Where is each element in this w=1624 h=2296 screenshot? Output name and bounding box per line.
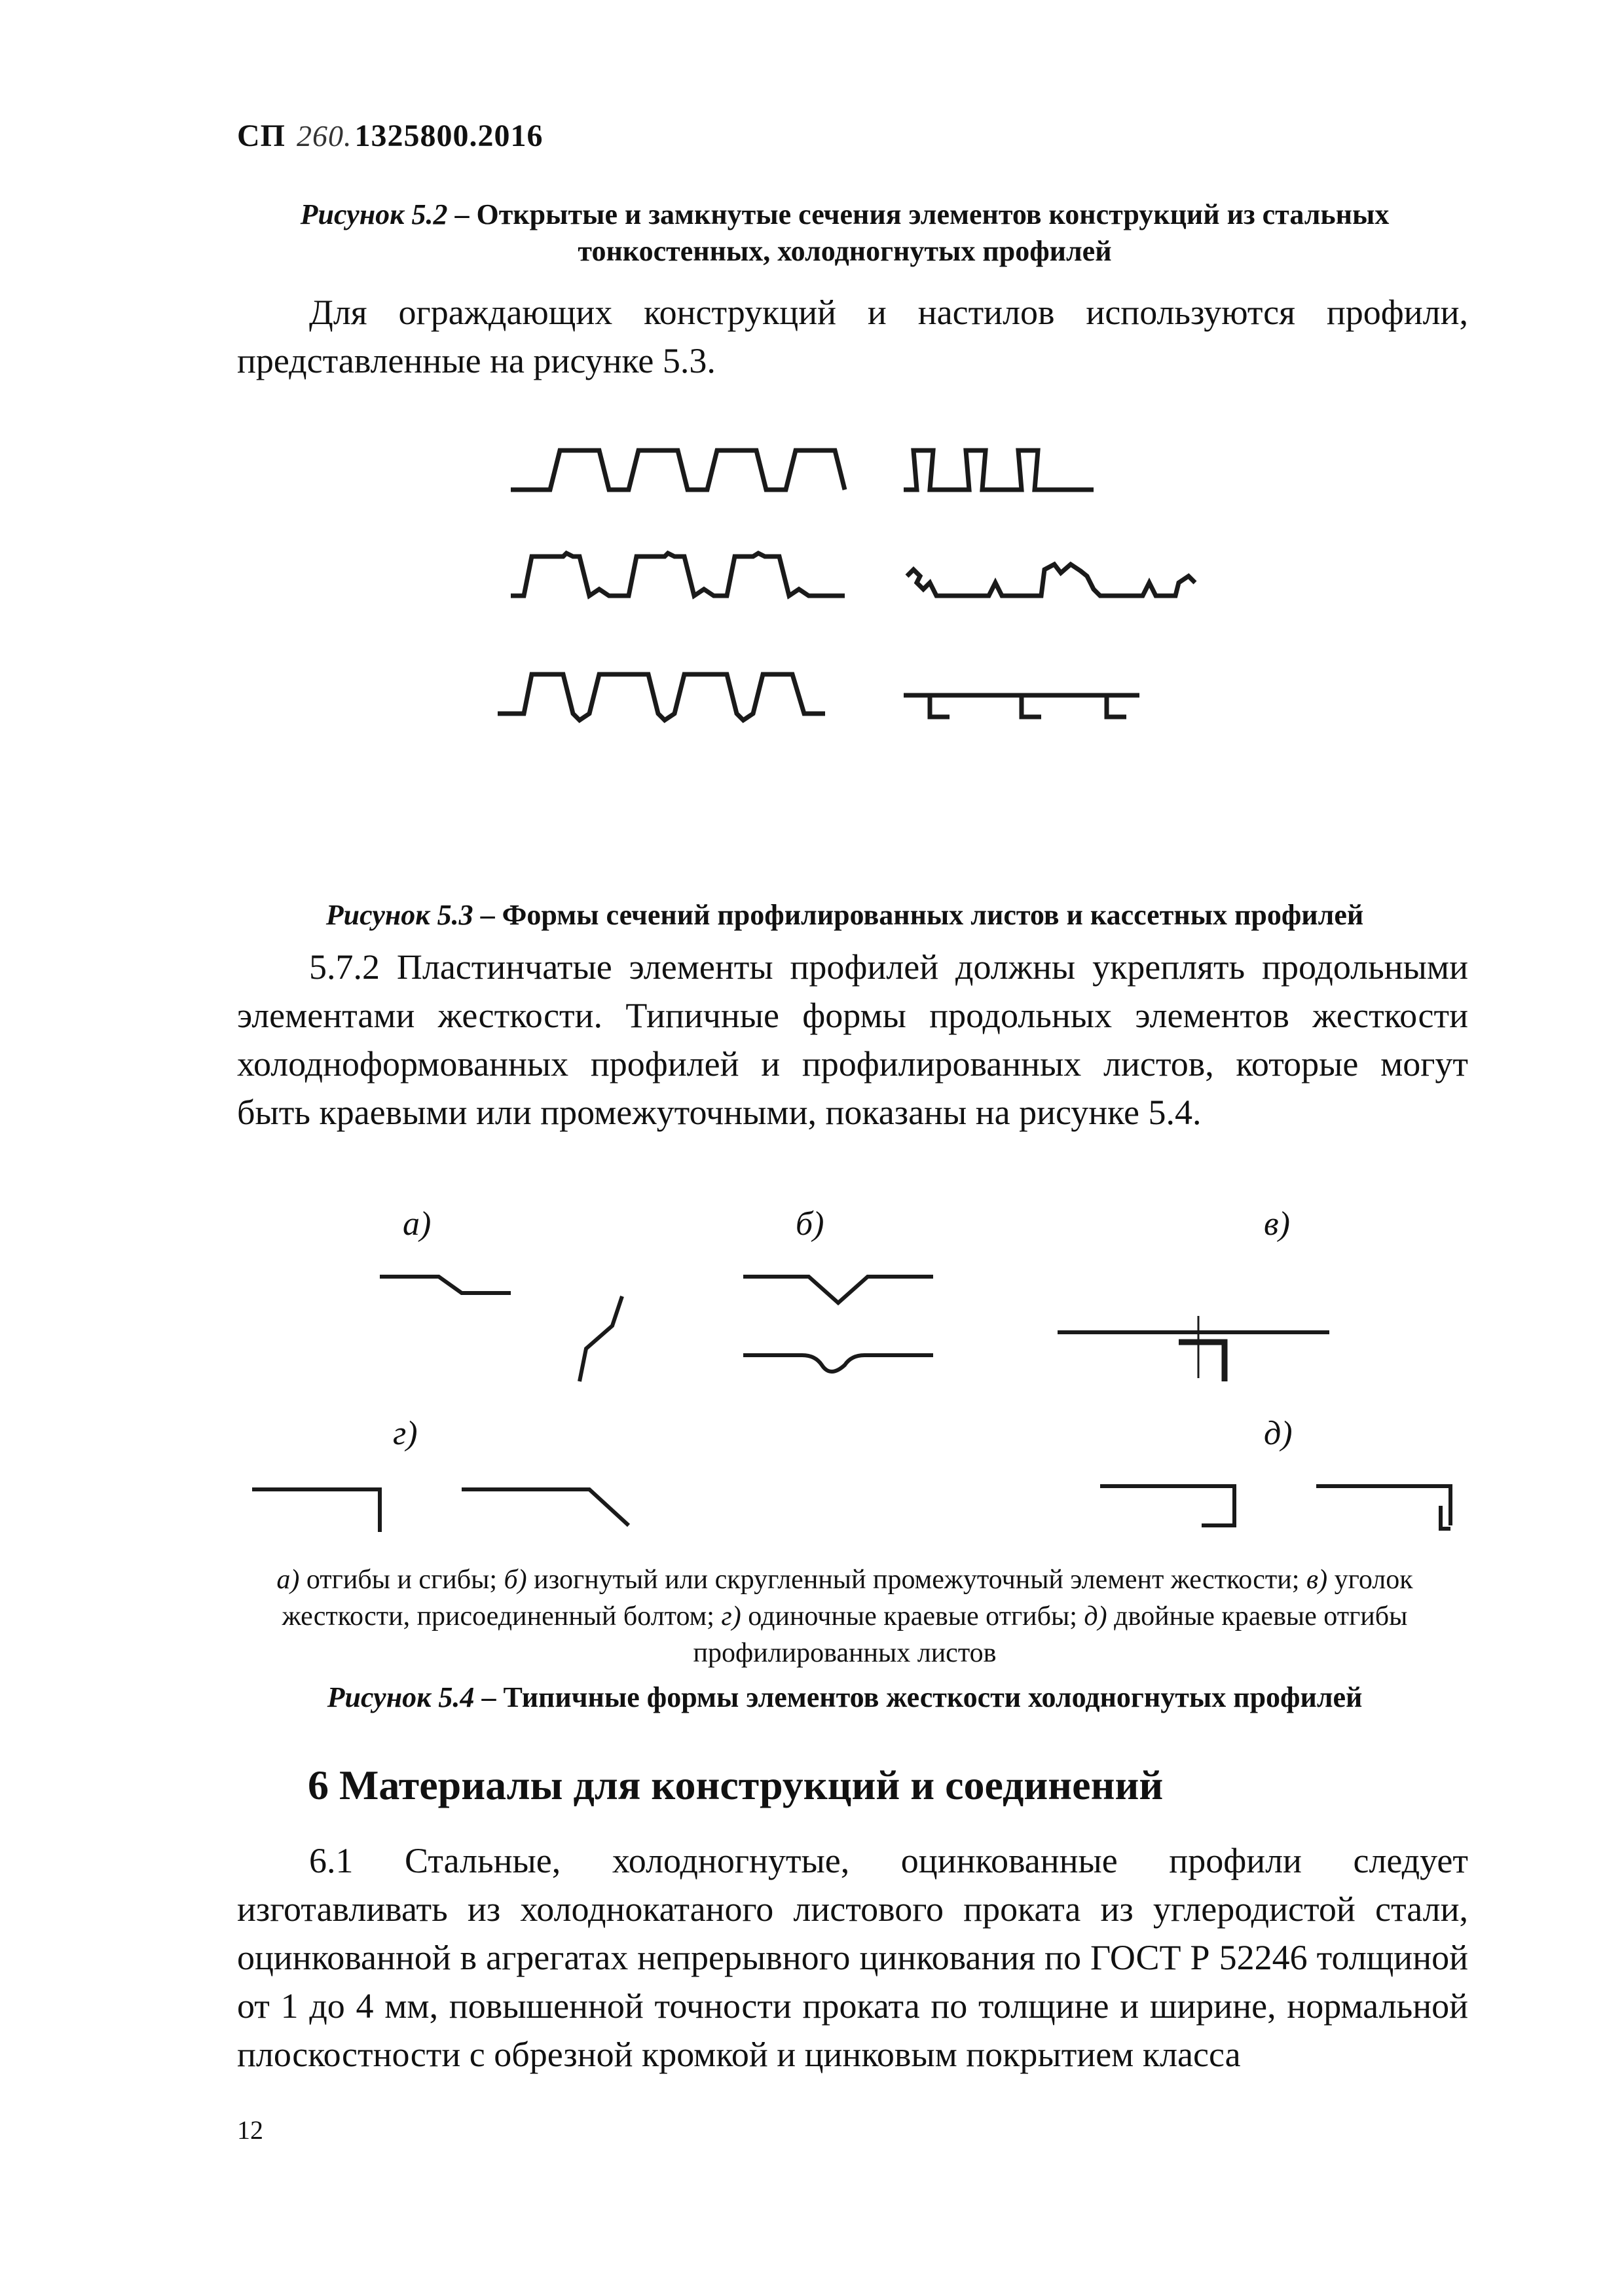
paragraph-6-1: 6.1 Стальные, холодногнутые, оцинкованные профили следует изготавливать из холоднокатаного листового проката из углеродистой стали, оцинкованной в агрегатах непрерывного цинкования по ГОСТ Р 52246 толщиной от 1 до 4 мм, повышенной точности проката по толщине и ширине, нормальной плоскостности с обрезной кромкой и цинковым покрытием класса: [237, 1841, 1468, 2074]
intermediate-stiffener-b2: [743, 1355, 933, 1372]
legend-b-label: б): [504, 1565, 527, 1595]
bend-stiffener-a1: [380, 1277, 511, 1293]
intermediate-stiffener-b1: [743, 1277, 933, 1303]
figure-5-2-label: Рисунок 5.2: [300, 198, 448, 230]
legend-g-label: г): [721, 1601, 741, 1631]
bolted-angle-leg: [1179, 1342, 1225, 1381]
header-number: 1325800: [354, 118, 470, 153]
figure-5-4-label-b: б): [796, 1205, 824, 1243]
figure-5-3-label: Рисунок 5.3: [325, 899, 473, 931]
figure-5-4-text: – Типичные формы элементов жесткости холодногнутых профилей: [474, 1681, 1363, 1713]
page-number: 12: [237, 2115, 263, 2145]
header-handwritten-number: 260.: [297, 119, 352, 153]
paragraph-5-7-2: 5.7.2 Пластинчатые элементы профилей должны укреплять продольными элементами жесткости. Типичные формы продольных элементов жесткости холодноформованных профилей и профилированных листов, которые могут быть краевыми или промежуточными, показаны на рисунке 5.4.: [237, 947, 1468, 1132]
section-6-heading: 6 Материалы для конструкций и соединений: [308, 1762, 1164, 1808]
figure-5-4-legend: [223, 1561, 1467, 1671]
legend-g-text: одиночные краевые отгибы;: [741, 1601, 1084, 1631]
bend-stiffener-a2: [580, 1296, 622, 1381]
figure-5-4-label-d: д): [1264, 1415, 1293, 1452]
double-edge-stiffener-d1: [1100, 1486, 1234, 1525]
figure-5-3-text: – Формы сечений профилированных листов и кассетных профилей: [473, 899, 1364, 931]
header-prefix: СП: [237, 118, 286, 153]
figure-5-4-label-a: а): [403, 1205, 432, 1243]
double-edge-stiffener-d2: [1316, 1486, 1450, 1525]
figure-5-2-text: – Открытые и замкнутые сечения элементов конструкций из стальных тонкостенных, холодногнутых профилей: [447, 198, 1390, 267]
legend-v-label: в): [1306, 1565, 1328, 1595]
edge-stiffener-g2: [462, 1489, 629, 1525]
legend-a-label: а): [276, 1565, 300, 1595]
legend-d-label: д): [1084, 1601, 1107, 1631]
edge-stiffener-g1: [252, 1489, 380, 1532]
header-year: .2016: [469, 118, 544, 153]
figure-5-4-label-v: в): [1264, 1205, 1290, 1243]
legend-d-text: двойные краевые отгибы профилированных листов: [693, 1601, 1408, 1668]
figure-5-4-label: Рисунок 5.4: [327, 1681, 475, 1713]
legend-v-text: уголок жесткости, присоединенный болтом;: [282, 1565, 1413, 1631]
legend-a-text: отгибы и сгибы;: [299, 1565, 504, 1595]
legend-b-text: изогнутый или скругленный промежуточный элемент жесткости;: [526, 1565, 1300, 1595]
figure-5-4-label-g: г): [393, 1415, 418, 1452]
paragraph-figure-5-3-intro: Для ограждающих конструкций и настилов используются профили, представленные на рисунке 5.3.: [237, 293, 1468, 380]
figure-5-4-caption: [223, 1679, 1467, 1716]
